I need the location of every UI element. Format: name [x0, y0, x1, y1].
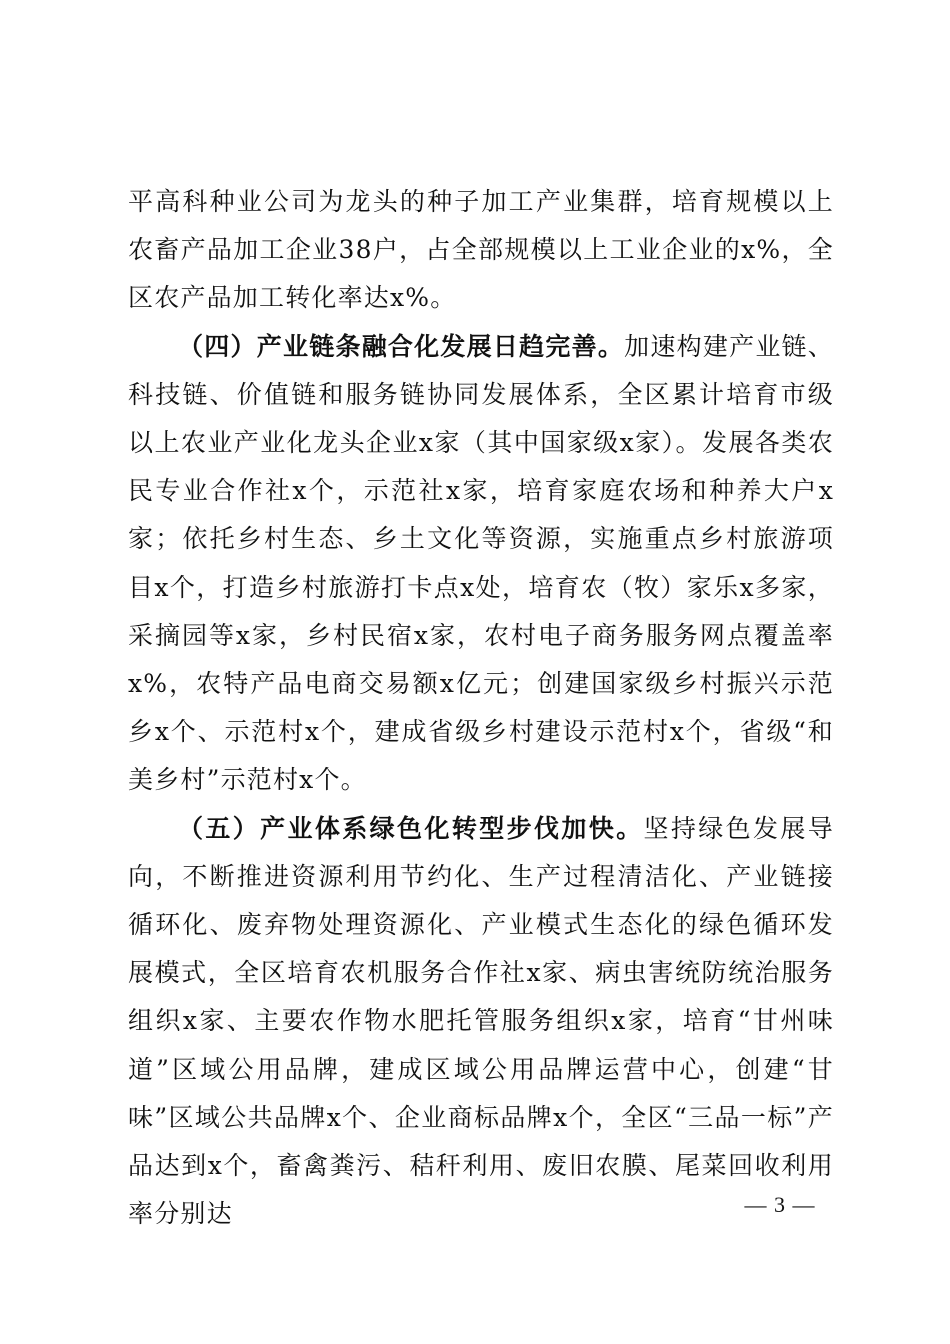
paragraph-section-five [128, 805, 834, 1239]
section-five-heading: （五）产业体系绿色化转型步伐加快。 [178, 813, 644, 843]
paragraph-continuation [128, 178, 834, 323]
paragraph-2-text: 加速构建产业链、科技链、价值链和服务链协同发展体系，全区累计培育市级以上农业产业化龙头企业x家（其中国家级x家）。发展各类农民专业合作社x个，示范社x家，培育家庭农场和种养大户x家；依托乡村生态、乡土文化等资源，实施重点乡村旅游项目x个，打造乡村旅游打卡点x处，培育农（牧）家乐x多家，采摘园等x家，乡村民宿x家，农村电子商务服务网点覆盖率x%，农特产品电商交易额x亿元；创建国家级乡村振兴示范乡x个、示范村x个，建成省级乡村建设示范村x个，省级“和美乡村”示范村x个。 [128, 331, 834, 795]
paragraph-3-text: 坚持绿色发展导向，不断推进资源利用节约化、生产过程清洁化、产业链接循环化、废弃物处理资源化、产业模式生态化的绿色循环发展模式，全区培育农机服务合作社x家、病虫害统防统治服务组织x家、主要农作物水肥托管服务组织x家，培育“甘州味道”区域公用品牌，建成区域公用品牌运营中心，创建“甘味”区域公共品牌x个、企业商标品牌x个，全区“三品一标”产品达到x个，畜禽粪污、秸秆利用、废旧农膜、尾菜回收利用率分别达 [128, 813, 834, 1229]
body-text [128, 178, 834, 1238]
page-number: — 3 — [744, 1192, 816, 1217]
paragraph-1-text: 平高科种业公司为龙头的种子加工产业集群，培育规模以上农畜产品加工企业38户，占全部规模以上工业企业的x%，全区农产品加工转化率达x%。 [128, 187, 834, 313]
paragraph-section-four [128, 323, 834, 805]
section-four-heading: （四）产业链条融合化发展日趋完善。 [178, 331, 625, 361]
